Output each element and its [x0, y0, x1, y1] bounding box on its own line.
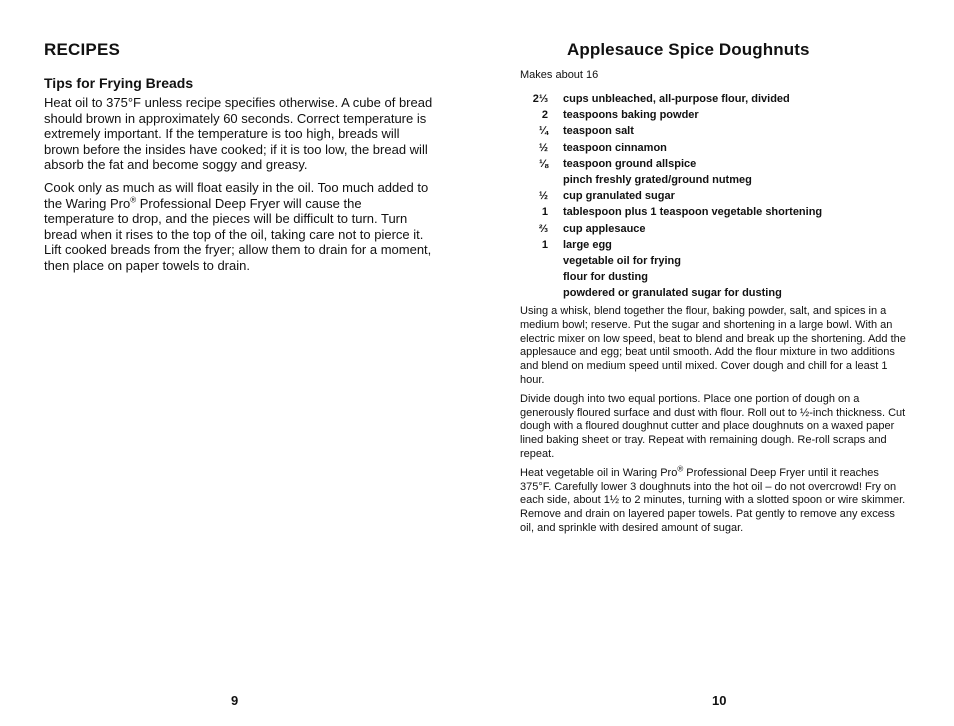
- ingredient-text: cups unbleached, all-purpose flour, divided: [563, 93, 790, 106]
- ingredient-row: [520, 91, 908, 107]
- page-number-left: 9: [231, 693, 239, 708]
- tips-body: [44, 95, 434, 281]
- tips-paragraph-2-text-b: Professional Deep Fryer will cause the temperature to drop, and the pieces will be difficult to turn. Turn bread when it rises to the top of the oil, taking care not to pierce it. Lift cooked breads from the fryer; allow them to drain for a moment, then place on paper towels to drain.: [44, 195, 432, 273]
- recipe-title: Applesauce Spice Doughnuts: [567, 40, 810, 59]
- instruction-paragraph-3-text-a: Heat vegetable oil in Waring Pro: [520, 466, 678, 479]
- ingredient-row: [520, 204, 908, 220]
- ingredient-row: [520, 269, 908, 285]
- ingredient-row: [520, 253, 908, 269]
- section-heading: RECIPES: [44, 40, 121, 59]
- ingredient-row: [520, 140, 908, 156]
- ingredient-text: teaspoon cinnamon: [563, 141, 667, 154]
- ingredient-text: powdered or granulated sugar for dusting: [563, 287, 782, 300]
- ingredient-quantity: 1: [541, 238, 548, 251]
- ingredient-row: [520, 188, 908, 204]
- right-page: [520, 0, 908, 726]
- ingredient-quantity: 2⅓: [532, 93, 548, 106]
- registered-mark: ®: [130, 195, 137, 205]
- ingredient-quantity: ½: [538, 190, 548, 203]
- ingredient-text: teaspoons baking powder: [563, 109, 699, 122]
- ingredient-text: pinch freshly grated/ground nutmeg: [563, 174, 752, 187]
- ingredient-text: large egg: [563, 238, 612, 251]
- ingredient-list: [520, 91, 908, 301]
- ingredient-text: flour for dusting: [563, 271, 648, 284]
- ingredient-row: [520, 237, 908, 253]
- ingredient-row: [520, 172, 908, 188]
- ingredient-row: [520, 221, 908, 237]
- ingredient-text: teaspoon ground allspice: [563, 157, 697, 170]
- tips-paragraph-2-text-a: Cook only as much as will float easily in the oil. Too much added to the Waring Pro: [44, 179, 429, 211]
- ingredient-quantity: ⅔: [538, 222, 548, 235]
- instruction-paragraph-3-text-b: Professional Deep Fryer until it reaches 375°F. Carefully lower 3 doughnuts into the hot oil – do not overcrowd! Fry on each side, about 1½ to 2 minutes, turning with a slotted spoon or wire skimmer. Remove and drain on layered paper towels. Pat gently to remove any excess oil, and sprinkle with desired amount of sugar.: [520, 466, 906, 534]
- ingredient-row: [520, 285, 908, 301]
- ingredient-quantity: ½: [538, 141, 548, 154]
- ingredient-text: cup granulated sugar: [563, 190, 675, 203]
- page-number-right: 10: [712, 693, 727, 708]
- ingredient-quantity: ⅛: [538, 157, 548, 170]
- instruction-paragraph-1: Using a whisk, blend together the flour, baking powder, salt, and spices in a medium bowl; reserve. Put the sugar and shortening in a large bowl. With an electric mixer on low speed, beat to blend and break up the shortening. Add the applesauce and egg; beat until smooth. Add the flour mixture in two additions and blend on medium speed until mixed. Cover dough and chill for a least 1 hour.: [520, 305, 906, 386]
- instruction-paragraph-2: Divide dough into two equal portions. Place one portion of dough on a generously floured surface and dust with flour. Roll out to ½-inch thickness. Cut dough with a floured doughnut cutter and place doughnuts on a waxed paper lined baking sheet or tray. Repeat with remaining dough. Re-roll scraps and repeat.: [520, 392, 906, 460]
- recipe-instructions: [520, 305, 908, 541]
- recipe-yield: Makes about 16: [520, 69, 599, 81]
- ingredient-quantity: ¼: [538, 125, 548, 138]
- ingredient-text: vegetable oil for frying: [563, 254, 681, 267]
- ingredient-row: [520, 107, 908, 123]
- tips-subheading: Tips for Frying Breads: [44, 75, 194, 91]
- ingredient-quantity: 1: [541, 206, 548, 219]
- ingredient-row: [520, 123, 908, 139]
- tips-paragraph-2: [44, 180, 434, 274]
- ingredient-text: cup applesauce: [563, 222, 646, 235]
- ingredient-row: [520, 156, 908, 172]
- registered-mark: ®: [677, 464, 684, 474]
- left-page: [44, 0, 434, 726]
- ingredient-text: teaspoon salt: [563, 125, 634, 138]
- ingredient-text: tablespoon plus 1 teaspoon vegetable shortening: [563, 206, 823, 219]
- tips-paragraph-1: Heat oil to 375°F unless recipe specifies otherwise. A cube of bread should brown in approximately 60 seconds. Correct temperature is extremely important. If the temperature is too high, breads will brown before the insides have cooked; if it is too low, the bread will absorb the fat and become soggy and greasy.: [44, 95, 433, 173]
- ingredient-quantity: 2: [541, 109, 548, 122]
- instruction-paragraph-3: [520, 464, 908, 536]
